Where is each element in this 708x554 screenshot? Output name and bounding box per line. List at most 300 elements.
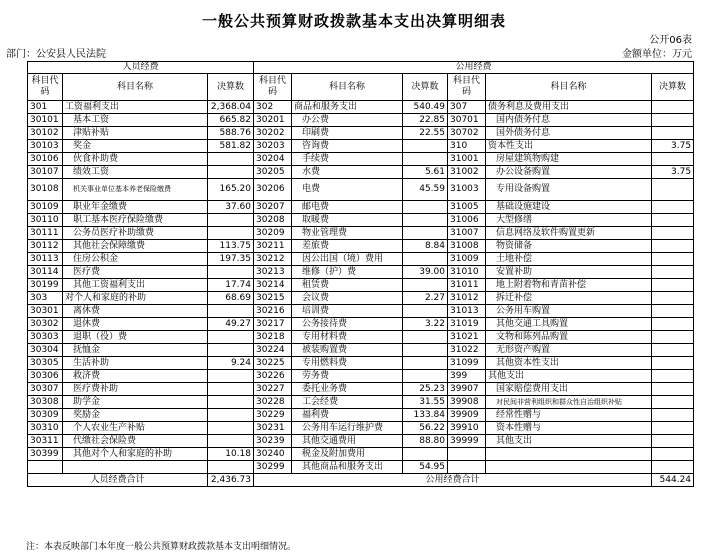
- amount-cell: 197.35: [208, 253, 254, 266]
- name-cell: 会议费: [292, 292, 403, 305]
- code-cell: 30103: [28, 140, 63, 153]
- table-row: [28, 448, 694, 461]
- name-cell: 委托业务费: [292, 383, 403, 396]
- name-cell: 安置补助: [486, 266, 652, 279]
- col-amount-header: 决算数: [652, 74, 694, 101]
- name-cell: 资本性赠与: [486, 422, 652, 435]
- amount-cell: 49.27: [208, 318, 254, 331]
- amount-cell: [208, 396, 254, 409]
- amount-cell: [652, 214, 694, 227]
- code-cell: 30204: [254, 153, 292, 166]
- col-code-header: 科目代码: [448, 74, 486, 101]
- code-cell: 30301: [28, 305, 63, 318]
- table-row: [28, 140, 694, 153]
- code-cell: 31003: [448, 179, 486, 201]
- code-cell: 30306: [28, 370, 63, 383]
- name-cell: 奖励金: [63, 409, 208, 422]
- amount-cell: [652, 292, 694, 305]
- amount-cell: 17.74: [208, 279, 254, 292]
- code-cell: 30303: [28, 331, 63, 344]
- code-cell: 30302: [28, 318, 63, 331]
- amount-cell: [403, 344, 448, 357]
- code-cell: 30201: [254, 114, 292, 127]
- name-cell: 国家赔偿费用支出: [486, 383, 652, 396]
- code-cell: 31008: [448, 240, 486, 253]
- name-cell: 债务利息及费用支出: [486, 101, 652, 114]
- code-cell: 31006: [448, 214, 486, 227]
- amount-cell: [652, 383, 694, 396]
- name-cell: 专用设备购置: [486, 179, 652, 201]
- code-cell: 30227: [254, 383, 292, 396]
- code-cell: [28, 461, 63, 474]
- name-cell: 医疗费补助: [63, 383, 208, 396]
- amount-cell: 31.55: [403, 396, 448, 409]
- col-code-header: 科目代码: [254, 74, 292, 101]
- name-cell: 办公费: [292, 114, 403, 127]
- amount-cell: 22.55: [403, 127, 448, 140]
- code-cell: 30226: [254, 370, 292, 383]
- name-cell: 退休费: [63, 318, 208, 331]
- name-cell: 其他支出: [486, 370, 652, 383]
- code-cell: 31011: [448, 279, 486, 292]
- code-cell: 31021: [448, 331, 486, 344]
- code-cell: 310: [448, 140, 486, 153]
- column-header-row: [28, 74, 694, 101]
- amount-cell: [403, 227, 448, 240]
- table-row: [28, 179, 694, 201]
- name-cell: 其他资本性支出: [486, 357, 652, 370]
- amount-cell: [652, 331, 694, 344]
- name-cell: 其他支出: [486, 435, 652, 448]
- amount-cell: [652, 396, 694, 409]
- name-cell: 办公设备购置: [486, 166, 652, 179]
- code-cell: 31022: [448, 344, 486, 357]
- code-cell: 30110: [28, 214, 63, 227]
- public-group-header: 公用经费: [254, 62, 694, 74]
- table-row: [28, 344, 694, 357]
- code-cell: 30311: [28, 435, 63, 448]
- code-cell: 30111: [28, 227, 63, 240]
- col-name-header: 科目名称: [63, 74, 208, 101]
- table-row: [28, 357, 694, 370]
- name-cell: 咨询费: [292, 140, 403, 153]
- amount-cell: 45.59: [403, 179, 448, 201]
- code-cell: 31007: [448, 227, 486, 240]
- code-cell: 399: [448, 370, 486, 383]
- amount-cell: [652, 357, 694, 370]
- table-row: [28, 201, 694, 214]
- personnel-group-header: 人员经费: [28, 62, 254, 74]
- amount-cell: [208, 422, 254, 435]
- amount-cell: [403, 253, 448, 266]
- code-cell: 307: [448, 101, 486, 114]
- name-cell: 拆迁补偿: [486, 292, 652, 305]
- code-cell: 30209: [254, 227, 292, 240]
- name-cell: 大型修缮: [486, 214, 652, 227]
- code-cell: 30112: [28, 240, 63, 253]
- col-amount-header: 决算数: [208, 74, 254, 101]
- amount-cell: [652, 253, 694, 266]
- amount-cell: 39.00: [403, 266, 448, 279]
- code-cell: 30212: [254, 253, 292, 266]
- amount-cell: 133.84: [403, 409, 448, 422]
- table-row: [28, 370, 694, 383]
- col-code-header: 科目代码: [28, 74, 63, 101]
- table-row: [28, 166, 694, 179]
- code-cell: 30308: [28, 396, 63, 409]
- name-cell: 专用材料费: [292, 331, 403, 344]
- department-label: 部门：公安县人民法院: [6, 49, 106, 60]
- expenditure-table: [27, 61, 694, 487]
- amount-cell: [652, 370, 694, 383]
- amount-cell: [208, 305, 254, 318]
- amount-cell: 10.18: [208, 448, 254, 461]
- code-cell: 39999: [448, 435, 486, 448]
- name-cell: 无形资产购置: [486, 344, 652, 357]
- table-row: [28, 435, 694, 448]
- table-row: [28, 383, 694, 396]
- code-cell: 31005: [448, 201, 486, 214]
- amount-cell: [403, 357, 448, 370]
- name-cell: 其他对个人和家庭的补助: [63, 448, 208, 461]
- amount-cell: [652, 344, 694, 357]
- amount-cell: 3.75: [652, 166, 694, 179]
- table-row: [28, 461, 694, 474]
- name-cell: 机关事业单位基本养老保险缴费: [63, 179, 208, 201]
- code-cell: 30102: [28, 127, 63, 140]
- name-cell: 奖金: [63, 140, 208, 153]
- code-cell: 30224: [254, 344, 292, 357]
- amount-cell: [652, 240, 694, 253]
- code-cell: 39910: [448, 422, 486, 435]
- name-cell: 税金及附加费用: [292, 448, 403, 461]
- footnote: 注：本表反映部门本年度一般公共预算财政拨款基本支出明细情况。: [26, 542, 297, 552]
- form-number: 公开06表: [649, 35, 692, 46]
- amount-cell: [652, 461, 694, 474]
- name-cell: 国外债务付息: [486, 127, 652, 140]
- name-cell: 土地补偿: [486, 253, 652, 266]
- table-row: [28, 318, 694, 331]
- code-cell: 30205: [254, 166, 292, 179]
- name-cell: 生活补助: [63, 357, 208, 370]
- table-row: [28, 227, 694, 240]
- code-cell: 30215: [254, 292, 292, 305]
- code-cell: 30211: [254, 240, 292, 253]
- name-cell: 因公出国（境）费用: [292, 253, 403, 266]
- code-cell: 30702: [448, 127, 486, 140]
- amount-cell: [652, 409, 694, 422]
- code-cell: 30206: [254, 179, 292, 201]
- amount-cell: [403, 214, 448, 227]
- code-cell: 31013: [448, 305, 486, 318]
- group-header-row: [28, 62, 694, 74]
- public-total-label: 公用经费合计: [254, 474, 652, 487]
- personnel-total-value: 2,436.73: [208, 474, 254, 487]
- code-cell: 31001: [448, 153, 486, 166]
- amount-cell: [403, 140, 448, 153]
- code-cell: 31010: [448, 266, 486, 279]
- code-cell: 30310: [28, 422, 63, 435]
- public-total-value: 544.24: [652, 474, 694, 487]
- amount-cell: [208, 461, 254, 474]
- amount-cell: 22.85: [403, 114, 448, 127]
- amount-cell: [652, 318, 694, 331]
- table-row: [28, 214, 694, 227]
- amount-cell: [403, 448, 448, 461]
- code-cell: 30304: [28, 344, 63, 357]
- name-cell: 房屋建筑物购建: [486, 153, 652, 166]
- amount-cell: 25.23: [403, 383, 448, 396]
- code-cell: 30229: [254, 409, 292, 422]
- amount-cell: [652, 422, 694, 435]
- name-cell: 绩效工资: [63, 166, 208, 179]
- name-cell: [486, 448, 652, 461]
- code-cell: 30218: [254, 331, 292, 344]
- code-cell: 31009: [448, 253, 486, 266]
- amount-cell: 165.20: [208, 179, 254, 201]
- name-cell: 工资福利支出: [63, 101, 208, 114]
- name-cell: 专用燃料费: [292, 357, 403, 370]
- name-cell: 公务用车运行维护费: [292, 422, 403, 435]
- amount-cell: [652, 127, 694, 140]
- table-row: [28, 331, 694, 344]
- amount-cell: [652, 101, 694, 114]
- code-cell: 39908: [448, 396, 486, 409]
- table-row: [28, 240, 694, 253]
- amount-cell: [208, 383, 254, 396]
- amount-cell: 665.82: [208, 114, 254, 127]
- table-row: [28, 101, 694, 114]
- name-cell: 商品和服务支出: [292, 101, 403, 114]
- name-cell: 住房公积金: [63, 253, 208, 266]
- table-row: [28, 422, 694, 435]
- amount-cell: 88.80: [403, 435, 448, 448]
- table-row: [28, 114, 694, 127]
- amount-cell: [208, 409, 254, 422]
- name-cell: 个人农业生产补贴: [63, 422, 208, 435]
- code-cell: 39907: [448, 383, 486, 396]
- code-cell: 30225: [254, 357, 292, 370]
- table-row: [28, 292, 694, 305]
- code-cell: 31002: [448, 166, 486, 179]
- code-cell: 30231: [254, 422, 292, 435]
- code-cell: 30207: [254, 201, 292, 214]
- table-row: [28, 253, 694, 266]
- name-cell: 其他交通费用: [292, 435, 403, 448]
- name-cell: 被装购置费: [292, 344, 403, 357]
- table-row: [28, 396, 694, 409]
- code-cell: 30108: [28, 179, 63, 201]
- col-name-header: 科目名称: [292, 74, 403, 101]
- table-row: [28, 127, 694, 140]
- amount-cell: [403, 279, 448, 292]
- amount-cell: [208, 344, 254, 357]
- code-cell: 31099: [448, 357, 486, 370]
- name-cell: 救济费: [63, 370, 208, 383]
- amount-cell: 5.61: [403, 166, 448, 179]
- name-cell: 经常性赠与: [486, 409, 652, 422]
- amount-cell: 3.75: [652, 140, 694, 153]
- code-cell: 30113: [28, 253, 63, 266]
- name-cell: 公务员医疗补助缴费: [63, 227, 208, 240]
- name-cell: 对个人和家庭的补助: [63, 292, 208, 305]
- code-cell: 31019: [448, 318, 486, 331]
- amount-cell: 113.75: [208, 240, 254, 253]
- code-cell: 30203: [254, 140, 292, 153]
- table-row: [28, 279, 694, 292]
- name-cell: [63, 461, 208, 474]
- name-cell: 助学金: [63, 396, 208, 409]
- name-cell: 劳务费: [292, 370, 403, 383]
- amount-cell: 8.84: [403, 240, 448, 253]
- amount-cell: [652, 227, 694, 240]
- code-cell: 30309: [28, 409, 63, 422]
- code-cell: 302: [254, 101, 292, 114]
- amount-cell: 68.69: [208, 292, 254, 305]
- code-cell: 31012: [448, 292, 486, 305]
- name-cell: 退职（役）费: [63, 331, 208, 344]
- name-cell: 其他工资福利支出: [63, 279, 208, 292]
- code-cell: 30199: [28, 279, 63, 292]
- name-cell: 物资储备: [486, 240, 652, 253]
- code-cell: 301: [28, 101, 63, 114]
- code-cell: 30214: [254, 279, 292, 292]
- code-cell: [448, 461, 486, 474]
- amount-cell: [208, 331, 254, 344]
- code-cell: 30701: [448, 114, 486, 127]
- amount-cell: 54.95: [403, 461, 448, 474]
- amount-cell: [652, 305, 694, 318]
- col-amount-header: 决算数: [403, 74, 448, 101]
- name-cell: 培训费: [292, 305, 403, 318]
- amount-cell: [208, 153, 254, 166]
- code-cell: 303: [28, 292, 63, 305]
- amount-cell: [208, 435, 254, 448]
- name-cell: 水费: [292, 166, 403, 179]
- name-cell: 信息网络及软件购置更新: [486, 227, 652, 240]
- code-cell: 30107: [28, 166, 63, 179]
- name-cell: 职业年金缴费: [63, 201, 208, 214]
- code-cell: 30202: [254, 127, 292, 140]
- name-cell: 印刷费: [292, 127, 403, 140]
- code-cell: 30217: [254, 318, 292, 331]
- amount-cell: [652, 266, 694, 279]
- name-cell: 维修（护）费: [292, 266, 403, 279]
- amount-cell: [403, 305, 448, 318]
- code-cell: 30399: [28, 448, 63, 461]
- name-cell: 伙食补助费: [63, 153, 208, 166]
- name-cell: 对民间非营利组织和群众性自治组织补贴: [486, 396, 652, 409]
- code-cell: 30109: [28, 201, 63, 214]
- name-cell: 离休费: [63, 305, 208, 318]
- code-cell: 30299: [254, 461, 292, 474]
- amount-cell: 588.76: [208, 127, 254, 140]
- name-cell: 公务接待费: [292, 318, 403, 331]
- code-cell: 30106: [28, 153, 63, 166]
- col-name-header: 科目名称: [486, 74, 652, 101]
- personnel-total-label: 人员经费合计: [28, 474, 208, 487]
- table-row: [28, 153, 694, 166]
- code-cell: [448, 448, 486, 461]
- table-row: [28, 409, 694, 422]
- name-cell: 电费: [292, 179, 403, 201]
- name-cell: 其他社会保障缴费: [63, 240, 208, 253]
- amount-cell: 56.22: [403, 422, 448, 435]
- code-cell: 30307: [28, 383, 63, 396]
- name-cell: 地上附着物和青苗补偿: [486, 279, 652, 292]
- amount-cell: [652, 201, 694, 214]
- code-cell: 30208: [254, 214, 292, 227]
- name-cell: 其他交通工具购置: [486, 318, 652, 331]
- name-cell: 津贴补贴: [63, 127, 208, 140]
- amount-cell: 540.49: [403, 101, 448, 114]
- code-cell: 30228: [254, 396, 292, 409]
- amount-cell: [208, 214, 254, 227]
- name-cell: [486, 461, 652, 474]
- amount-cell: [403, 201, 448, 214]
- name-cell: 代缴社会保险费: [63, 435, 208, 448]
- amount-cell: [403, 370, 448, 383]
- name-cell: 基础设施建设: [486, 201, 652, 214]
- table-row: [28, 305, 694, 318]
- code-cell: 30114: [28, 266, 63, 279]
- amount-cell: 2.27: [403, 292, 448, 305]
- name-cell: 物业管理费: [292, 227, 403, 240]
- amount-unit-label: 金额单位：万元: [622, 49, 692, 60]
- name-cell: 资本性支出: [486, 140, 652, 153]
- amount-cell: [208, 266, 254, 279]
- name-cell: 国内债务付息: [486, 114, 652, 127]
- amount-cell: 9.24: [208, 357, 254, 370]
- report-title: 一般公共预算财政拨款基本支出决算明细表: [201, 12, 506, 30]
- amount-cell: [652, 435, 694, 448]
- code-cell: 30240: [254, 448, 292, 461]
- name-cell: 工会经费: [292, 396, 403, 409]
- amount-cell: [652, 448, 694, 461]
- amount-cell: 37.60: [208, 201, 254, 214]
- name-cell: 基本工资: [63, 114, 208, 127]
- code-cell: 39909: [448, 409, 486, 422]
- amount-cell: 2,368.04: [208, 101, 254, 114]
- amount-cell: [652, 114, 694, 127]
- amount-cell: [403, 331, 448, 344]
- name-cell: 医疗费: [63, 266, 208, 279]
- code-cell: 30305: [28, 357, 63, 370]
- amount-cell: [652, 279, 694, 292]
- name-cell: 职工基本医疗保险缴费: [63, 214, 208, 227]
- code-cell: 30101: [28, 114, 63, 127]
- name-cell: 文物和陈列品购置: [486, 331, 652, 344]
- amount-cell: [208, 166, 254, 179]
- amount-cell: [208, 227, 254, 240]
- name-cell: 手续费: [292, 153, 403, 166]
- name-cell: 取暖费: [292, 214, 403, 227]
- code-cell: 30239: [254, 435, 292, 448]
- name-cell: 其他商品和服务支出: [292, 461, 403, 474]
- code-cell: 30216: [254, 305, 292, 318]
- amount-cell: 3.22: [403, 318, 448, 331]
- name-cell: 福利费: [292, 409, 403, 422]
- name-cell: 抚恤金: [63, 344, 208, 357]
- name-cell: 公务用车购置: [486, 305, 652, 318]
- amount-cell: [403, 153, 448, 166]
- code-cell: 30213: [254, 266, 292, 279]
- amount-cell: [208, 370, 254, 383]
- table-row: [28, 266, 694, 279]
- name-cell: 差旅费: [292, 240, 403, 253]
- name-cell: 租赁费: [292, 279, 403, 292]
- amount-cell: [652, 179, 694, 201]
